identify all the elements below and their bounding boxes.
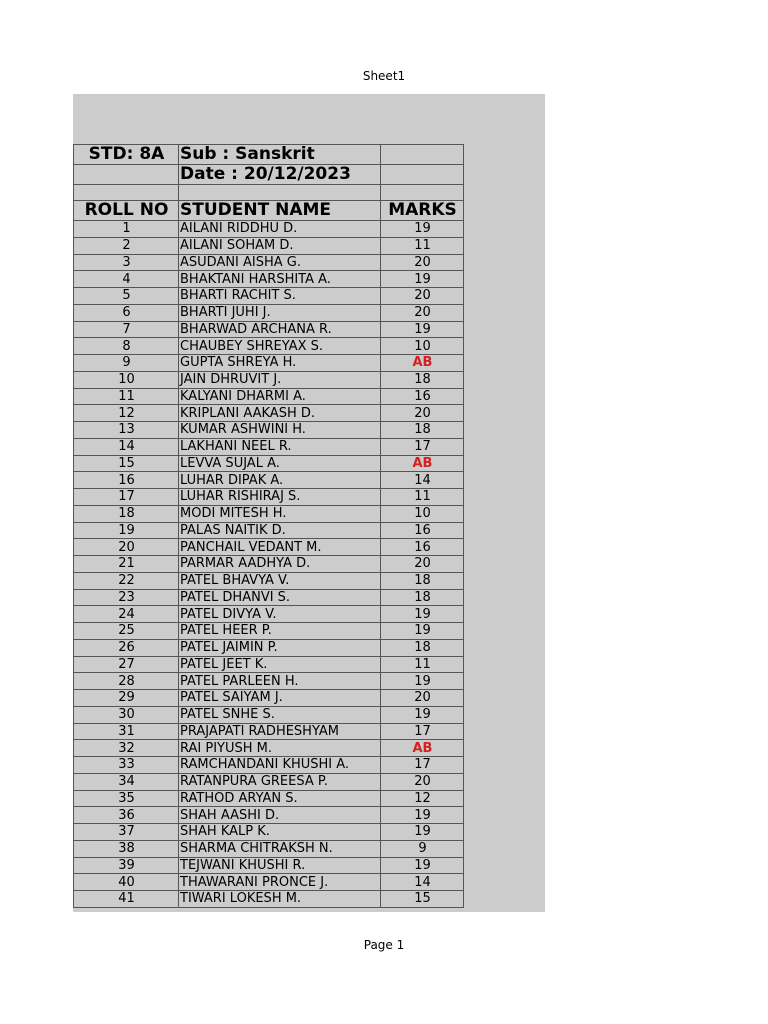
marks-cell: AB [381,455,464,472]
marks-cell: 17 [381,438,464,455]
student-name-cell: PANCHAIL VEDANT M. [179,539,381,556]
table-row [74,221,464,238]
table-row [74,371,464,388]
student-name-cell: RAMCHANDANI KHUSHI A. [179,757,381,774]
student-name-cell: AILANI RIDDHU D. [179,221,381,238]
roll-no-cell: 7 [74,321,179,338]
roll-no-cell: 41 [74,891,179,908]
table-row [74,723,464,740]
roll-no-cell: 12 [74,405,179,422]
roll-no-cell: 23 [74,589,179,606]
table-row [74,422,464,439]
table-row [74,304,464,321]
student-name-cell: PATEL DIVYA V. [179,606,381,623]
marks-cell: 19 [381,606,464,623]
marks-cell: 9 [381,840,464,857]
student-name-cell: PARMAR AADHYA D. [179,556,381,573]
student-name-cell: THAWARANI PRONCE J. [179,874,381,891]
marks-cell: 12 [381,790,464,807]
roll-no-cell: 15 [74,455,179,472]
marks-cell: 14 [381,472,464,489]
marks-cell: 10 [381,505,464,522]
student-name-cell: SHAH KALP K. [179,824,381,841]
roll-no-cell: 13 [74,422,179,439]
marks-cell: 20 [381,254,464,271]
roll-no-cell: 40 [74,874,179,891]
roll-no-cell: 19 [74,522,179,539]
marks-cell: 17 [381,757,464,774]
student-name-cell: PATEL PARLEEN H. [179,673,381,690]
marks-table [73,144,464,908]
roll-no-cell: 37 [74,824,179,841]
roll-no-cell: 21 [74,556,179,573]
marks-cell: 20 [381,773,464,790]
roll-no-cell: 9 [74,355,179,372]
marks-cell: 18 [381,639,464,656]
roll-no-cell: 16 [74,472,179,489]
marks-cell: 20 [381,288,464,305]
table-row [74,840,464,857]
table-row [74,455,464,472]
table-row [74,321,464,338]
roll-no-cell: 1 [74,221,179,238]
table-row [74,539,464,556]
marks-cell: 17 [381,723,464,740]
marks-cell: 19 [381,857,464,874]
subject-cell: Sub : Sanskrit [179,145,381,165]
table-row [74,857,464,874]
marks-cell: 20 [381,304,464,321]
table-row [74,757,464,774]
empty-cell [381,145,464,165]
empty-cell [74,165,179,185]
table-row [74,254,464,271]
table-row [74,656,464,673]
student-name-cell: KRIPLANI AAKASH D. [179,405,381,422]
blank-row [74,185,464,201]
marks-cell: 20 [381,405,464,422]
table-row [74,388,464,405]
roll-no-cell: 4 [74,271,179,288]
table-row [74,589,464,606]
roll-no-cell: 18 [74,505,179,522]
marks-cell: 18 [381,371,464,388]
student-name-header: STUDENT NAME [179,201,381,221]
table-row [74,673,464,690]
sheet-title: Sheet1 [362,69,406,83]
table-row [74,690,464,707]
roll-no-header: ROLL NO [74,201,179,221]
marks-cell: 19 [381,623,464,640]
roll-no-cell: 3 [74,254,179,271]
roll-no-cell: 5 [74,288,179,305]
table-row [74,623,464,640]
roll-no-cell: 6 [74,304,179,321]
student-name-cell: KALYANI DHARMI A. [179,388,381,405]
roll-no-cell: 10 [74,371,179,388]
marks-cell: 18 [381,422,464,439]
student-name-cell: GUPTA SHREYA H. [179,355,381,372]
student-name-cell: PATEL SAIYAM J. [179,690,381,707]
marks-cell: 15 [381,891,464,908]
student-name-cell: RATHOD ARYAN S. [179,790,381,807]
roll-no-cell: 25 [74,623,179,640]
roll-no-cell: 24 [74,606,179,623]
table-row [74,891,464,908]
student-name-cell: CHAUBEY SHREYAX S. [179,338,381,355]
table-row [74,438,464,455]
student-name-cell: PATEL JAIMIN P. [179,639,381,656]
student-name-cell: SHARMA CHITRAKSH N. [179,840,381,857]
roll-no-cell: 36 [74,807,179,824]
std-cell: STD: 8A [74,145,179,165]
student-name-cell: LAKHANI NEEL R. [179,438,381,455]
marks-cell: 14 [381,874,464,891]
marks-cell: 19 [381,221,464,238]
table-row [74,271,464,288]
empty-cell [381,165,464,185]
table-row [74,489,464,506]
marks-cell: 16 [381,522,464,539]
table-row [74,522,464,539]
table-row [74,338,464,355]
marks-cell: 11 [381,237,464,254]
student-name-cell: PALAS NAITIK D. [179,522,381,539]
marks-cell: 18 [381,589,464,606]
column-header-row [74,201,464,221]
marks-cell: 20 [381,556,464,573]
table-row [74,824,464,841]
table-row [74,505,464,522]
roll-no-cell: 32 [74,740,179,757]
header-row-date [74,165,464,185]
table-row [74,874,464,891]
student-name-cell: PATEL HEER P. [179,623,381,640]
marks-cell: 19 [381,271,464,288]
student-name-cell: PATEL SNHE S. [179,706,381,723]
table-row [74,556,464,573]
marks-cell: 11 [381,489,464,506]
student-name-cell: RAI PIYUSH M. [179,740,381,757]
student-name-cell: PATEL BHAVYA V. [179,572,381,589]
table-row [74,472,464,489]
student-name-cell: LUHAR DIPAK A. [179,472,381,489]
marks-cell: 20 [381,690,464,707]
roll-no-cell: 28 [74,673,179,690]
student-name-cell: AILANI SOHAM D. [179,237,381,254]
table-row [74,639,464,656]
roll-no-cell: 27 [74,656,179,673]
roll-no-cell: 39 [74,857,179,874]
roll-no-cell: 31 [74,723,179,740]
roll-no-cell: 22 [74,572,179,589]
table-row [74,706,464,723]
student-name-cell: ASUDANI AISHA G. [179,254,381,271]
roll-no-cell: 38 [74,840,179,857]
table-row [74,355,464,372]
student-name-cell: BHAKTANI HARSHITA A. [179,271,381,288]
roll-no-cell: 34 [74,773,179,790]
marks-cell: AB [381,355,464,372]
marks-cell: 19 [381,824,464,841]
roll-no-cell: 14 [74,438,179,455]
student-name-cell: TEJWANI KHUSHI R. [179,857,381,874]
student-name-cell: BHARTI RACHIT S. [179,288,381,305]
student-name-cell: PATEL JEET K. [179,656,381,673]
marks-cell: 11 [381,656,464,673]
student-name-cell: BHARWAD ARCHANA R. [179,321,381,338]
marks-cell: AB [381,740,464,757]
roll-no-cell: 11 [74,388,179,405]
roll-no-cell: 17 [74,489,179,506]
roll-no-cell: 8 [74,338,179,355]
date-cell: Date : 20/12/2023 [179,165,381,185]
table-row [74,773,464,790]
table-row [74,288,464,305]
student-name-cell: PRAJAPATI RADHESHYAM [179,723,381,740]
roll-no-cell: 2 [74,237,179,254]
student-name-cell: LUHAR RISHIRAJ S. [179,489,381,506]
table-row [74,572,464,589]
roll-no-cell: 33 [74,757,179,774]
student-name-cell: TIWARI LOKESH M. [179,891,381,908]
marks-cell: 18 [381,572,464,589]
student-name-cell: BHARTI JUHI J. [179,304,381,321]
student-name-cell: PATEL DHANVI S. [179,589,381,606]
student-name-cell: MODI MITESH H. [179,505,381,522]
header-row-std [74,145,464,165]
marks-cell: 19 [381,706,464,723]
student-name-cell: LEVVA SUJAL A. [179,455,381,472]
marks-cell: 10 [381,338,464,355]
table-row [74,237,464,254]
roll-no-cell: 20 [74,539,179,556]
roll-no-cell: 26 [74,639,179,656]
student-name-cell: KUMAR ASHWINI H. [179,422,381,439]
marks-cell: 19 [381,321,464,338]
table-row [74,807,464,824]
roll-no-cell: 29 [74,690,179,707]
marks-cell: 19 [381,807,464,824]
table-row [74,606,464,623]
roll-no-cell: 35 [74,790,179,807]
roll-no-cell: 30 [74,706,179,723]
student-name-cell: RATANPURA GREESA P. [179,773,381,790]
table-row [74,790,464,807]
student-name-cell: JAIN DHRUVIT J. [179,371,381,388]
student-name-cell: SHAH AASHI D. [179,807,381,824]
page-number: Page 1 [363,938,405,952]
table-row [74,405,464,422]
marks-header: MARKS [381,201,464,221]
table-row [74,740,464,757]
marks-cell: 16 [381,388,464,405]
marks-cell: 16 [381,539,464,556]
marks-cell: 19 [381,673,464,690]
